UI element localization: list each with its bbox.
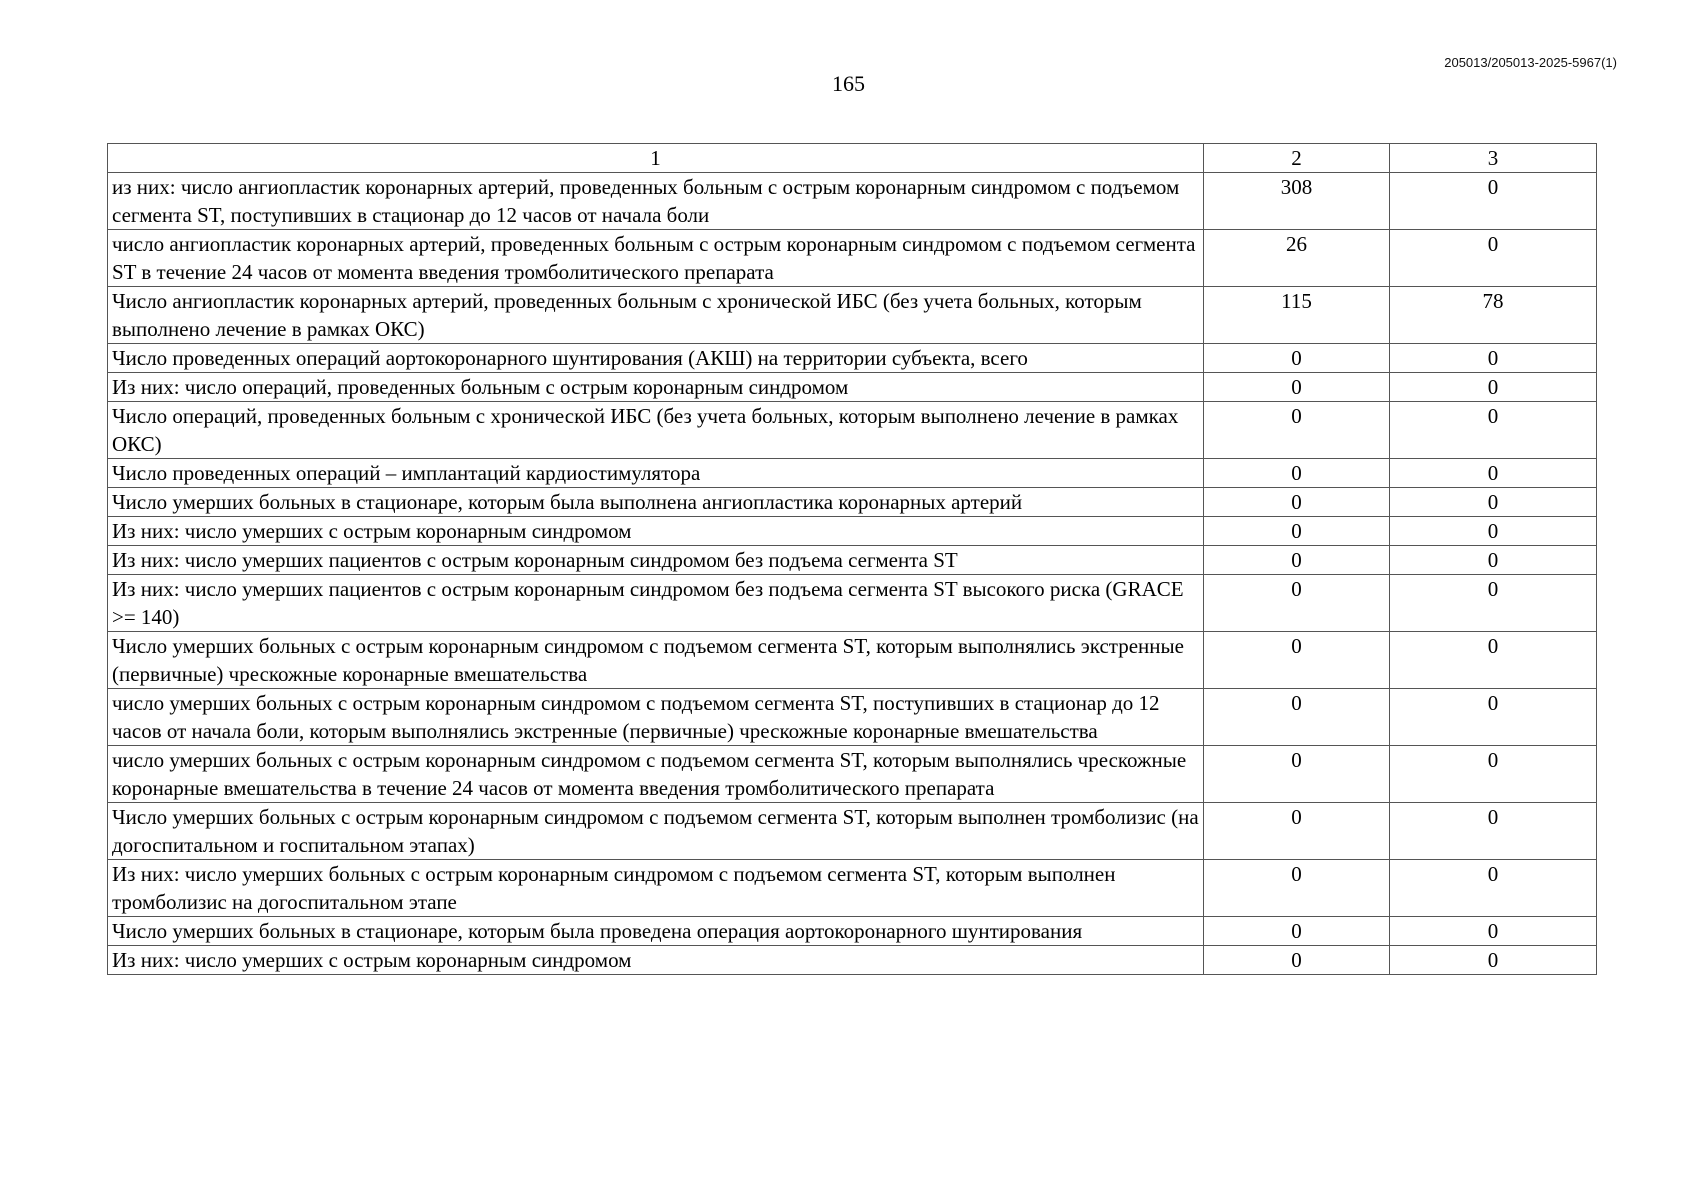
- table-row: [108, 173, 1597, 230]
- column-header-3: 3: [1390, 144, 1597, 173]
- document-id: 205013/205013-2025-5967(1): [1444, 55, 1617, 70]
- row-value-col3: 0: [1390, 803, 1597, 860]
- table-row: [108, 402, 1597, 459]
- row-value-col3: 0: [1390, 546, 1597, 575]
- row-value-col3: 0: [1390, 946, 1597, 975]
- table-row: [108, 517, 1597, 546]
- row-label: Число проведенных операций аортокоронарного шунтирования (АКШ) на территории субъекта, всего: [108, 344, 1204, 373]
- row-value-col3: 0: [1390, 373, 1597, 402]
- row-value-col3: 0: [1390, 488, 1597, 517]
- row-label: число умерших больных с острым коронарным синдромом с подъемом сегмента ST, которым выполнялись чрескожные коронарные вмешательства в течение 24 часов от момента введения тромболитического препарата: [108, 746, 1204, 803]
- table-row: [108, 746, 1597, 803]
- row-value-col3: 0: [1390, 402, 1597, 459]
- table-row: [108, 344, 1597, 373]
- table-header-row: [108, 144, 1597, 173]
- table-row: [108, 917, 1597, 946]
- table-row: [108, 373, 1597, 402]
- row-value-col3: 0: [1390, 173, 1597, 230]
- row-value-col3: 0: [1390, 344, 1597, 373]
- table-row: [108, 946, 1597, 975]
- row-value-col2: 0: [1204, 575, 1390, 632]
- row-label: из них: число ангиопластик коронарных артерий, проведенных больным с острым коронарным синдромом с подъемом сегмента ST, поступивших в стационар до 12 часов от начала боли: [108, 173, 1204, 230]
- row-value-col2: 0: [1204, 517, 1390, 546]
- row-value-col2: 115: [1204, 287, 1390, 344]
- row-value-col2: 0: [1204, 546, 1390, 575]
- row-value-col2: 0: [1204, 373, 1390, 402]
- row-value-col2: 0: [1204, 746, 1390, 803]
- column-header-2: 2: [1204, 144, 1390, 173]
- row-value-col3: 0: [1390, 917, 1597, 946]
- table-row: [108, 632, 1597, 689]
- row-label: число ангиопластик коронарных артерий, проведенных больным с острым коронарным синдромом с подъемом сегмента ST в течение 24 часов от момента введения тромболитического препарата: [108, 230, 1204, 287]
- row-value-col2: 0: [1204, 459, 1390, 488]
- row-value-col2: 0: [1204, 689, 1390, 746]
- row-value-col2: 0: [1204, 803, 1390, 860]
- statistics-table: [107, 143, 1597, 975]
- row-value-col3: 0: [1390, 860, 1597, 917]
- row-label: Число проведенных операций – имплантаций кардиостимулятора: [108, 459, 1204, 488]
- row-value-col3: 0: [1390, 575, 1597, 632]
- row-value-col3: 0: [1390, 459, 1597, 488]
- table-row: [108, 803, 1597, 860]
- row-label: Число умерших больных в стационаре, которым была проведена операция аортокоронарного шунтирования: [108, 917, 1204, 946]
- row-label: число умерших больных с острым коронарным синдромом с подъемом сегмента ST, поступивших в стационар до 12 часов от начала боли, которым выполнялись экстренные (первичные) чрескожные коронарные вмешательства: [108, 689, 1204, 746]
- row-value-col2: 0: [1204, 632, 1390, 689]
- table-row: [108, 459, 1597, 488]
- row-label: Число ангиопластик коронарных артерий, проведенных больным с хронической ИБС (без учета больных, которым выполнено лечение в рамках ОКС): [108, 287, 1204, 344]
- row-value-col2: 0: [1204, 946, 1390, 975]
- row-value-col2: 0: [1204, 860, 1390, 917]
- row-label: Из них: число операций, проведенных больным с острым коронарным синдромом: [108, 373, 1204, 402]
- page-number: 165: [832, 71, 865, 96]
- row-value-col3: 0: [1390, 689, 1597, 746]
- table-row: [108, 689, 1597, 746]
- table-row: [108, 860, 1597, 917]
- row-label: Из них: число умерших пациентов с острым коронарным синдромом без подъема сегмента ST: [108, 546, 1204, 575]
- row-label: Из них: число умерших больных с острым коронарным синдромом с подъемом сегмента ST, которым выполнен тромболизис на догоспитальном этапе: [108, 860, 1204, 917]
- column-header-1: 1: [108, 144, 1204, 173]
- row-label: Число умерших больных с острым коронарным синдромом с подъемом сегмента ST, которым выполнялись экстренные (первичные) чрескожные коронарные вмешательства: [108, 632, 1204, 689]
- row-value-col3: 0: [1390, 230, 1597, 287]
- table-row: [108, 575, 1597, 632]
- row-label: Из них: число умерших с острым коронарным синдромом: [108, 517, 1204, 546]
- row-label: Число умерших больных с острым коронарным синдромом с подъемом сегмента ST, которым выполнен тромболизис (на догоспитальном и госпитальном этапах): [108, 803, 1204, 860]
- row-label: Число умерших больных в стационаре, которым была выполнена ангиопластика коронарных артерий: [108, 488, 1204, 517]
- table-row: [108, 546, 1597, 575]
- row-value-col2: 0: [1204, 917, 1390, 946]
- row-value-col2: 308: [1204, 173, 1390, 230]
- row-value-col3: 0: [1390, 746, 1597, 803]
- table-row: [108, 488, 1597, 517]
- row-value-col3: 78: [1390, 287, 1597, 344]
- row-value-col3: 0: [1390, 632, 1597, 689]
- row-label: Число операций, проведенных больным с хронической ИБС (без учета больных, которым выполнено лечение в рамках ОКС): [108, 402, 1204, 459]
- row-value-col3: 0: [1390, 517, 1597, 546]
- row-label: Из них: число умерших пациентов с острым коронарным синдромом без подъема сегмента ST высокого риска (GRACE >= 140): [108, 575, 1204, 632]
- row-value-col2: 0: [1204, 344, 1390, 373]
- row-value-col2: 0: [1204, 402, 1390, 459]
- row-value-col2: 26: [1204, 230, 1390, 287]
- row-label: Из них: число умерших с острым коронарным синдромом: [108, 946, 1204, 975]
- row-value-col2: 0: [1204, 488, 1390, 517]
- table-row: [108, 287, 1597, 344]
- table-row: [108, 230, 1597, 287]
